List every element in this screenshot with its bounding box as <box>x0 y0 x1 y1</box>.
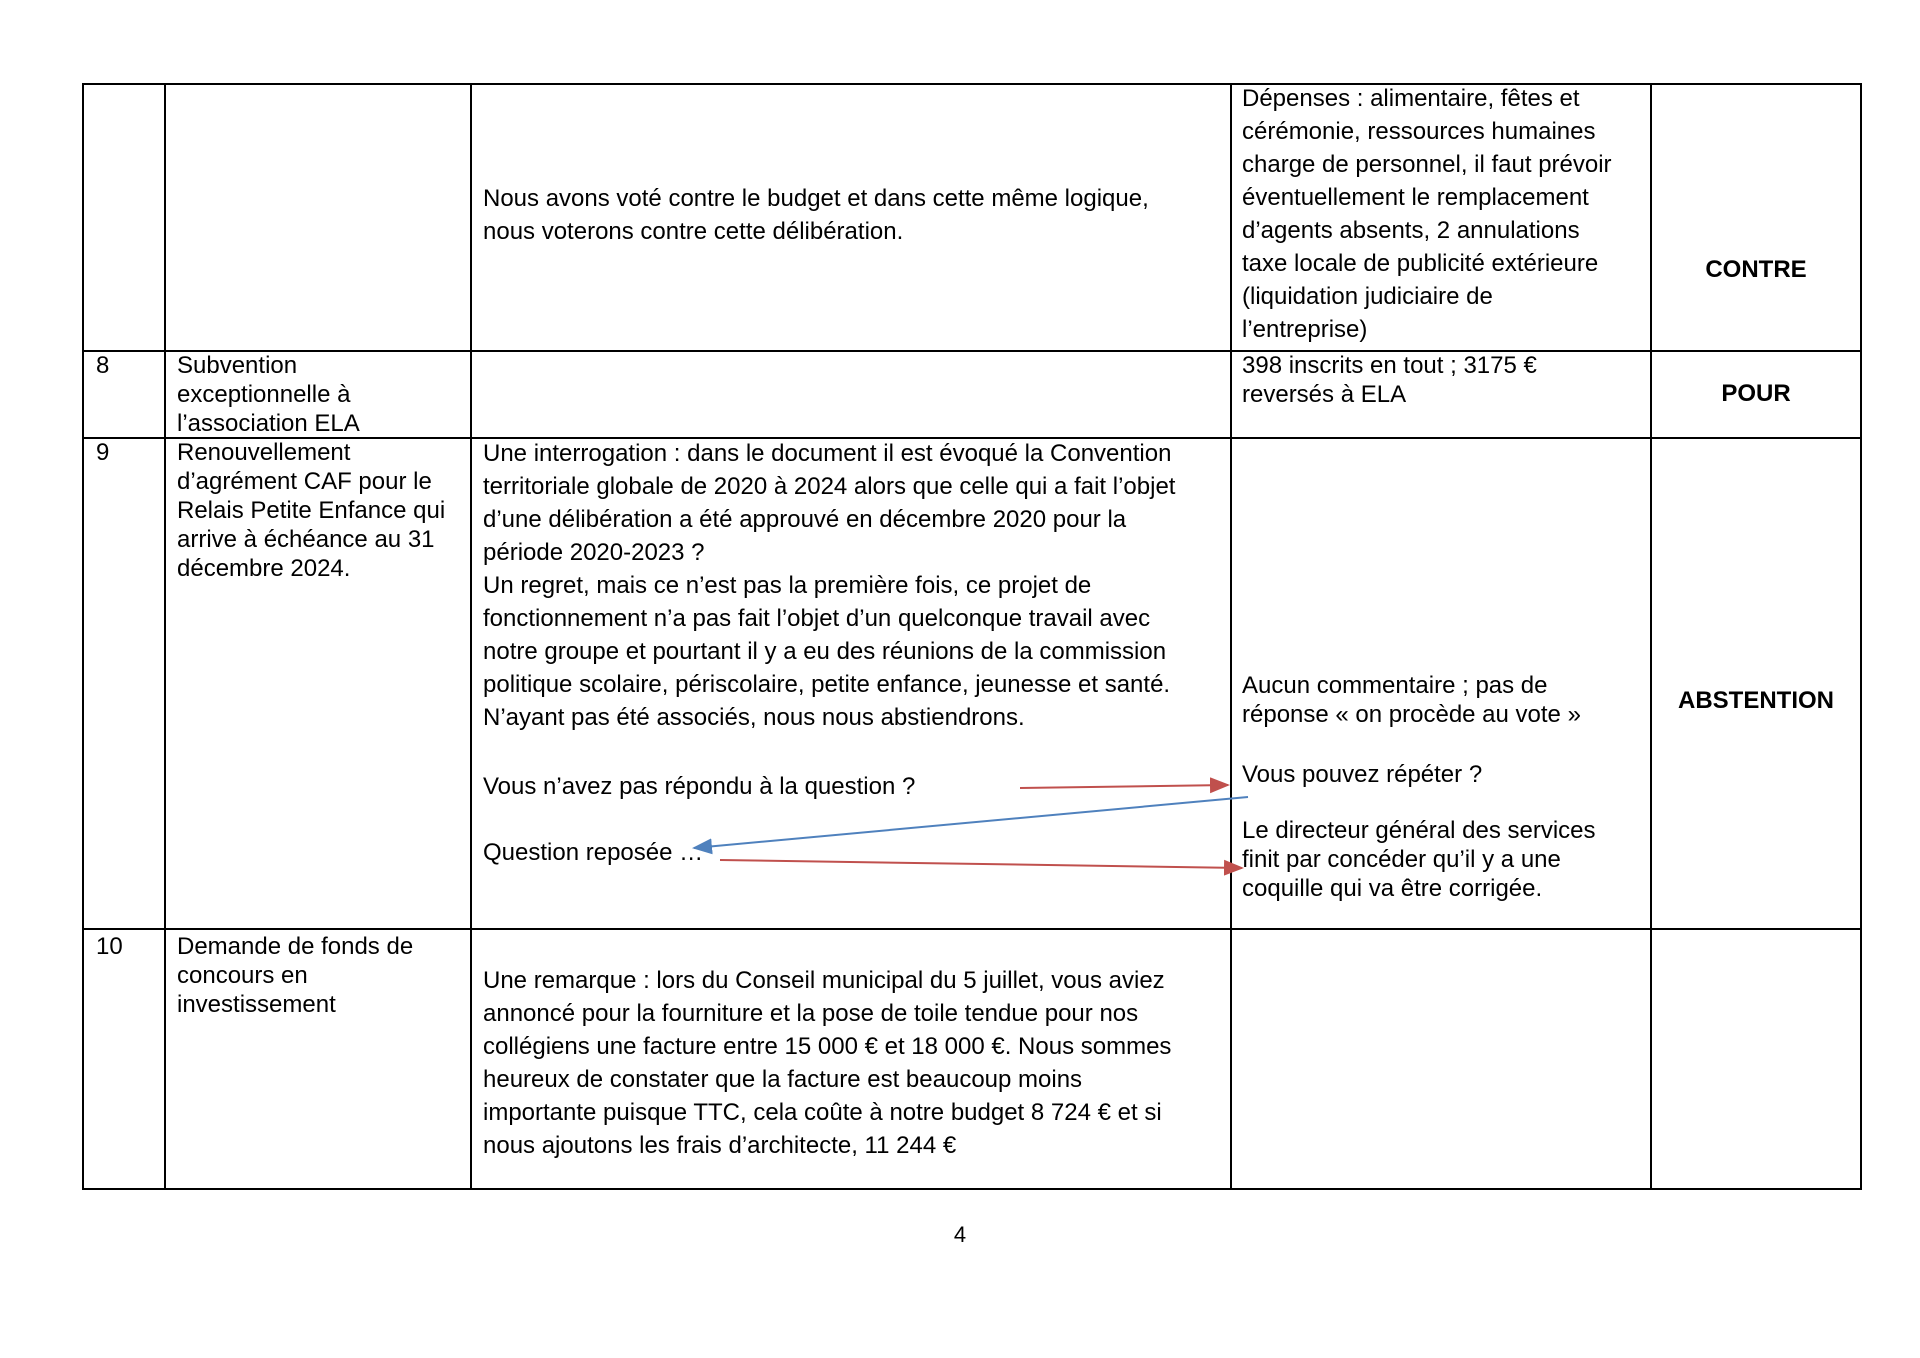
majority-followup-answer: Le directeur général des services finit par concéder qu’il y a une coquille qui va être corrigée. <box>1242 817 1596 902</box>
row-majority-response: Aucun commentaire ; pas de réponse « on procède au vote » <box>1242 672 1581 728</box>
row-number: 8 <box>96 352 110 379</box>
arrow-repeat-to-answer <box>720 860 1242 868</box>
group-followup-question: Vous n’avez pas répondu à la question ? <box>483 773 916 800</box>
row-group-statement: Une interrogation : dans le document il est évoqué la Convention territoriale globale de 2020 à 2024 alors que celle qui a fait l’objet d’une délibération a été approuvé en décembre 2020 pour la période 2020-2023 ? Un regret, mais ce n’est pas la première fois, ce projet de fonctionnement n’a pas fait l’objet d’un quelconque travail avec notre groupe et pourtant il y a eu des réunions de la commission politique scolaire, périscolaire, petite enfance, jeunesse et santé. N’ayant pas été associés, nous nous abstiendrons. <box>483 440 1176 731</box>
majority-followup-question: Vous pouvez répéter ? <box>1242 761 1483 788</box>
vote-result: ABSTENTION <box>1678 687 1834 714</box>
group-followup-repeat: Question reposée … <box>483 839 704 866</box>
vote-result: POUR <box>1721 380 1791 407</box>
vote-result: CONTRE <box>1705 256 1807 283</box>
row-group-statement: Nous avons voté contre le budget et dans cette même logique, nous voterons contre cette délibération. <box>483 185 1149 245</box>
row-subject: Subvention exceptionnelle à l’association ELA <box>177 352 360 437</box>
arrow-question-to-response <box>1020 785 1228 788</box>
row-majority-response: 398 inscrits en tout ; 3175 € reversés à ELA <box>1242 352 1537 408</box>
row-number: 10 <box>96 933 123 960</box>
row-majority-response: Dépenses : alimentaire, fêtes et cérémonie, ressources humaines charge de personnel, il faut prévoir éventuellement le remplacement d’agents absents, 2 annulations taxe locale de publicité extérieure (liquidation judiciaire de l’entreprise) <box>1242 85 1612 343</box>
row-subject: Renouvellement d’agrément CAF pour le Relais Petite Enfance qui arrive à échéance au 31 décembre 2024. <box>177 439 446 582</box>
row-subject: Demande de fonds de concours en investissement <box>177 933 414 1018</box>
page-number: 4 <box>953 1222 967 1247</box>
row-group-statement: Une remarque : lors du Conseil municipal du 5 juillet, vous aviez annoncé pour la fourniture et la pose de toile tendue pour nos collégiens une facture entre 15 000 € et 18 000 €. Nous sommes heureux de constater que la facture est beaucoup moins importante puisque TTC, cela coûte à notre budget 8 724 € et si nous ajoutons les frais d’architecte, 11 244 € <box>483 967 1172 1159</box>
row-number: 9 <box>96 439 110 466</box>
arrow-response-to-repeat <box>694 797 1248 848</box>
